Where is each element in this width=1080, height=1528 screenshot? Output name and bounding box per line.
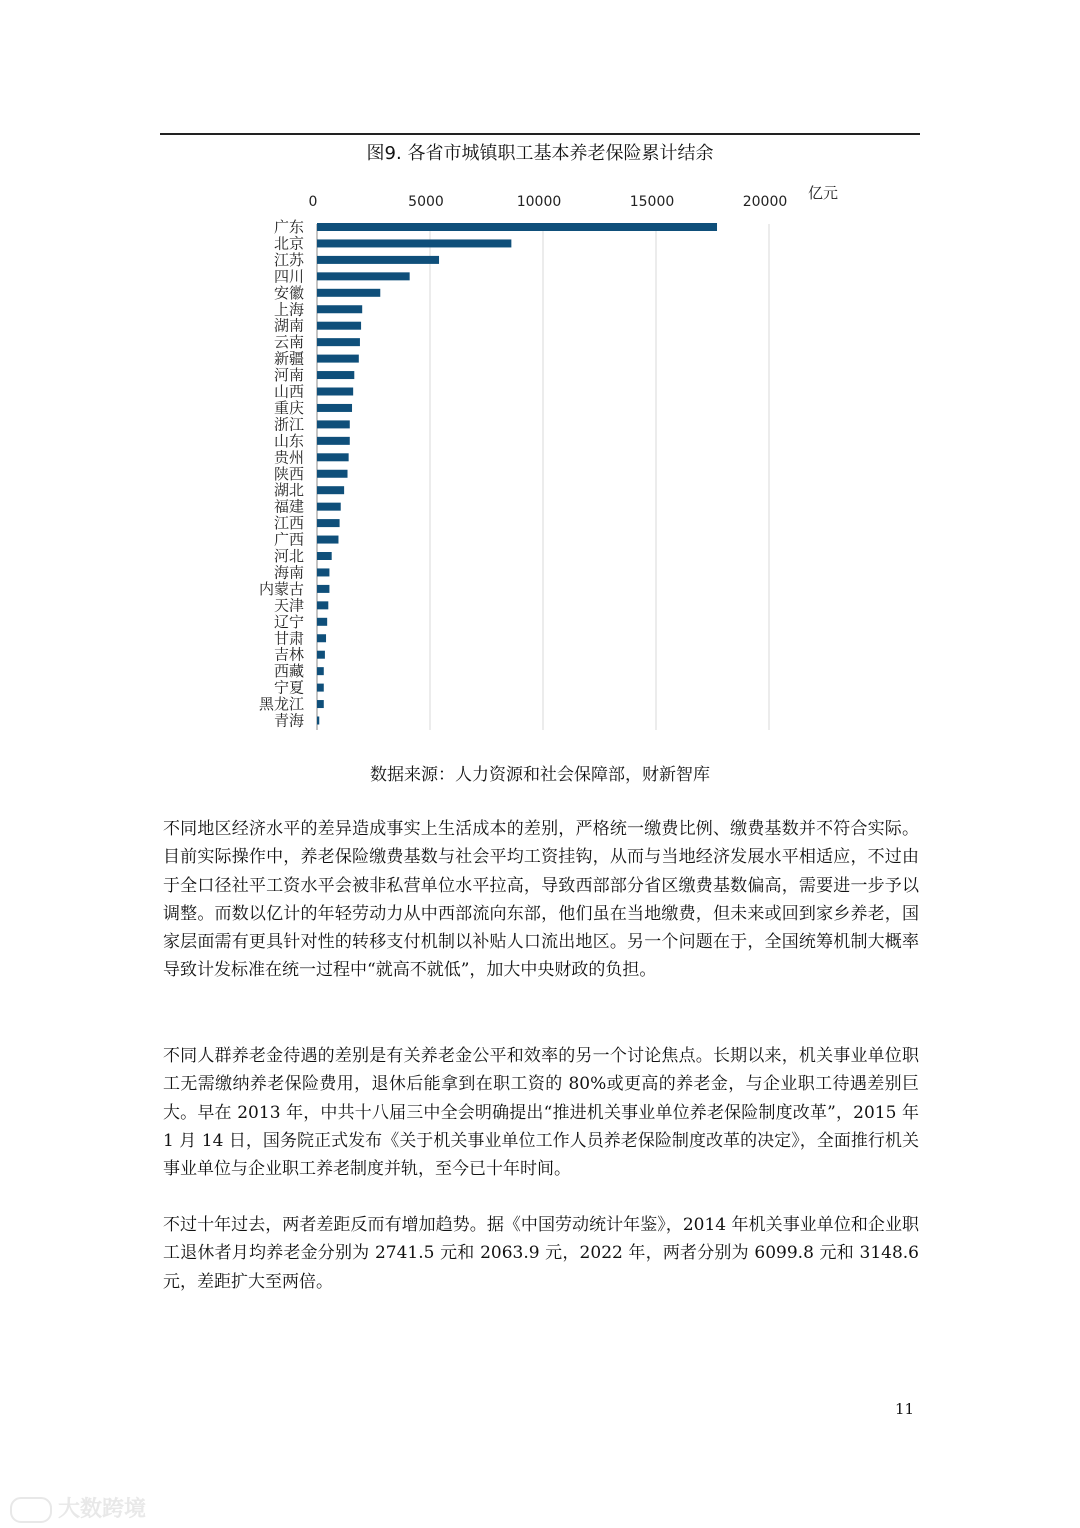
category-label: 安徽: [273, 283, 304, 302]
bar: [317, 700, 324, 708]
x-tick-label: 5000: [408, 194, 444, 210]
category-label: 山东: [273, 431, 304, 450]
bar: [317, 667, 324, 675]
category-label: 内蒙古: [258, 579, 304, 598]
bar: [317, 519, 340, 527]
bar: [317, 552, 332, 560]
category-label: 北京: [273, 234, 304, 253]
x-tick-label: 15000: [629, 194, 675, 210]
bar: [317, 420, 350, 428]
bar: [317, 536, 338, 544]
category-label: 青海: [273, 711, 304, 730]
category-label: 辽宁: [273, 612, 304, 631]
category-label: 陕西: [273, 464, 304, 483]
bar: [317, 289, 380, 297]
bar: [317, 453, 349, 461]
bar: [317, 223, 717, 231]
bar: [317, 388, 353, 396]
bar: [317, 239, 511, 247]
category-label: 河北: [273, 547, 304, 565]
bar: [317, 585, 329, 593]
paragraph-3: 不过十年过去，两者差距反而有增加趋势。据《中国劳动统计年鉴》，2014 年机关事业单位和企业职工退休者月均养老金分别为 2741.5 元和 2063.9 元，2022 年，两者分别为 6099.8 元和 3148.6 元，差距扩大至两倍。: [163, 1215, 919, 1292]
bar-chart: [0, 180, 1080, 740]
bar: [317, 256, 439, 264]
watermark: [10, 1492, 146, 1523]
x-tick-label: 10000: [516, 194, 562, 210]
bar: [317, 437, 350, 445]
category-label: 福建: [273, 497, 304, 516]
bar: [317, 371, 354, 379]
category-label: 重庆: [273, 398, 304, 417]
bar: [317, 272, 410, 280]
bar: [317, 651, 325, 659]
bar: [317, 486, 344, 494]
bar: [317, 618, 327, 626]
watermark-logo-icon: [10, 1497, 52, 1523]
category-label: 四川: [273, 267, 304, 286]
bar: [317, 470, 348, 478]
bar: [317, 404, 352, 412]
bar: [317, 305, 362, 313]
figure-title: 图9. 各省市城镇职工基本养老保险累计结余: [366, 143, 714, 164]
category-label: 浙江: [273, 415, 304, 434]
page-number: 11: [895, 1400, 915, 1418]
category-label: 山西: [273, 382, 304, 401]
bar: [317, 634, 326, 642]
category-label: 河南: [273, 366, 304, 385]
category-label: 西藏: [273, 662, 304, 681]
bar: [317, 684, 324, 692]
category-label: 吉林: [273, 645, 304, 664]
figure-source: 数据来源：人力资源和社会保障部，财新智库: [370, 765, 710, 785]
category-label: 云南: [273, 333, 304, 352]
category-label: 江苏: [273, 250, 304, 269]
bar: [317, 338, 360, 346]
bar: [317, 568, 329, 576]
bar: [317, 355, 359, 363]
category-label: 江西: [273, 514, 304, 533]
category-label: 湖南: [273, 316, 304, 335]
paragraph-1: 不同地区经济水平的差异造成事实上生活成本的差别，严格统一缴费比例、缴费基数并不符合实际。目前实际操作中，养老保险缴费基数与社会平均工资挂钩，从而与当地经济发展水平相适应，不过由于全口径社平工资水平会被非私营单位水平拉高，导致西部部分省区缴费基数偏高，需要进一步予以调整。而数以亿计的年轻劳动力从中西部流向东部，他们虽在当地缴费，但未来或回到家乡养老，国家层面需有更具针对性的转移支付机制以补贴人口流出地区。另一个问题在于，全国统筹机制大概率导致计发标准在统一过程中“就高不就低”，加大中央财政的负担。: [163, 819, 919, 981]
x-tick-label: 0: [308, 194, 318, 210]
category-label: 海南: [273, 563, 304, 582]
category-label: 湖北: [273, 481, 304, 500]
bar: [317, 503, 341, 511]
unit-label: 亿元: [808, 184, 839, 202]
category-label: 广西: [273, 530, 304, 549]
paragraph-2: 不同人群养老金待遇的差别是有关养老金公平和效率的另一个讨论焦点。长期以来，机关事业单位职工无需缴纳养老保险费用，退休后能拿到在职工资的 80%或更高的养老金，与企业职工待遇差别巨大。早在 2013 年，中共十八届三中全会明确提出“推进机关事业单位养老保险制度改革”，2015 年 1 月 14 日，国务院正式发布《关于机关事业单位工作人员养老保险制度改革的决定》，全面推行机关事业单位与企业职工养老制度并轨，至今已十年时间。: [163, 1046, 919, 1180]
watermark-text: 大数跨境: [58, 1497, 147, 1522]
category-label: 宁夏: [273, 678, 304, 697]
category-label: 贵州: [273, 448, 304, 467]
bar: [317, 322, 361, 330]
category-label: 天津: [273, 596, 304, 615]
bar: [317, 717, 319, 725]
x-tick-label: 20000: [742, 194, 788, 210]
category-label: 新疆: [273, 349, 304, 368]
category-label: 广东: [273, 218, 304, 236]
top-rule: [160, 133, 920, 135]
category-label: 黑龙江: [258, 695, 304, 714]
category-label: 甘肃: [273, 629, 304, 648]
category-label: 上海: [273, 300, 304, 319]
bar: [317, 601, 328, 609]
